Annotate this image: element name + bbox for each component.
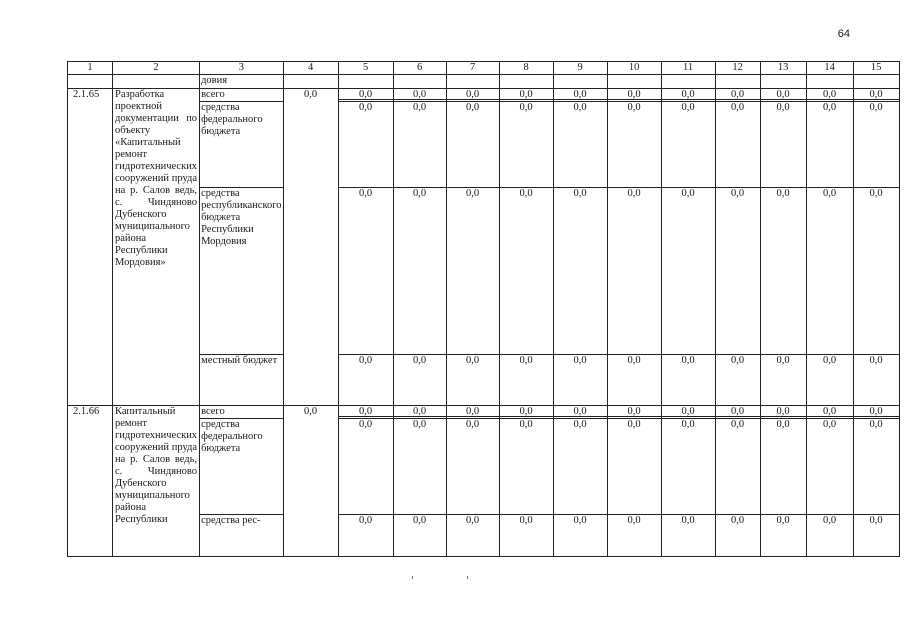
value-cell: 0,0	[806, 419, 853, 515]
value-cell: 0,0	[338, 355, 393, 406]
value-cell: 0,0	[499, 102, 553, 188]
value-cell: 0,0	[806, 406, 853, 419]
source-label: местный бюджет	[200, 355, 284, 406]
value-cell: 0,0	[607, 515, 661, 557]
value-cell: 0,0	[853, 406, 899, 419]
value-cell: 0,0	[661, 188, 715, 355]
column-header: 14	[806, 62, 853, 75]
value-cell: 0,0	[661, 102, 715, 188]
value-cell: 0,0	[446, 188, 499, 355]
value-cell: 0,0	[283, 89, 338, 406]
value-cell: 0,0	[338, 102, 393, 188]
column-header: 13	[760, 62, 806, 75]
value-cell: 0,0	[499, 515, 553, 557]
row-name: Разработка проектной документации по объекту «Капитальный ремонт гидротехнических сооружений пруда на р. Салов ведь, с. Чиндяново Дубенского муниципального района Республики Мордовия»	[113, 89, 200, 406]
column-header: 4	[283, 62, 338, 75]
value-cell: 0,0	[553, 515, 607, 557]
value-cell: 0,0	[393, 102, 446, 188]
row-code: 2.1.66	[68, 406, 113, 557]
column-header: 6	[393, 62, 446, 75]
value-cell: 0,0	[661, 419, 715, 515]
column-header: 7	[446, 62, 499, 75]
row-code: 2.1.65	[68, 89, 113, 406]
value-cell: 0,0	[853, 89, 899, 102]
value-cell: 0,0	[446, 419, 499, 515]
column-header: 15	[853, 62, 899, 75]
value-cell: 0,0	[760, 355, 806, 406]
value-cell: 0,0	[760, 89, 806, 102]
value-cell: 0,0	[553, 419, 607, 515]
source-label: средства республиканского бюджета Республики Мордовия	[200, 188, 284, 355]
value-cell: 0,0	[607, 102, 661, 188]
value-cell: 0,0	[715, 188, 760, 355]
value-cell: 0,0	[853, 419, 899, 515]
value-cell: 0,0	[446, 102, 499, 188]
column-header: 9	[553, 62, 607, 75]
source-label: всего	[200, 406, 284, 419]
value-cell: 0,0	[499, 188, 553, 355]
value-cell: 0,0	[553, 355, 607, 406]
value-cell: 0,0	[499, 419, 553, 515]
value-cell: 0,0	[553, 89, 607, 102]
value-cell: 0,0	[661, 406, 715, 419]
scan-mark	[412, 576, 413, 579]
value-cell: 0,0	[760, 188, 806, 355]
table-row	[68, 406, 900, 419]
value-cell: 0,0	[499, 89, 553, 102]
value-cell: 0,0	[393, 406, 446, 419]
value-cell: 0,0	[715, 102, 760, 188]
value-cell: 0,0	[661, 515, 715, 557]
source-label: всего	[200, 89, 284, 102]
page-number: 64	[837, 28, 850, 40]
value-cell: 0,0	[499, 355, 553, 406]
column-header: 10	[607, 62, 661, 75]
value-cell: 0,0	[446, 515, 499, 557]
value-cell: 0,0	[806, 188, 853, 355]
source-label: средства рес-	[200, 515, 284, 557]
value-cell: 0,0	[553, 406, 607, 419]
value-cell: 0,0	[661, 89, 715, 102]
value-cell: 0,0	[853, 188, 899, 355]
value-cell: 0,0	[338, 188, 393, 355]
value-cell: 0,0	[393, 188, 446, 355]
value-cell: 0,0	[338, 89, 393, 102]
value-cell: 0,0	[393, 89, 446, 102]
value-cell: 0,0	[853, 102, 899, 188]
value-cell: 0,0	[393, 515, 446, 557]
value-cell: 0,0	[446, 89, 499, 102]
value-cell: 0,0	[760, 515, 806, 557]
value-cell: 0,0	[806, 515, 853, 557]
header-row	[68, 62, 900, 75]
source-label: средства федерального бюджета	[200, 102, 284, 188]
column-header: 11	[661, 62, 715, 75]
value-cell: 0,0	[446, 406, 499, 419]
value-cell: 0,0	[283, 406, 338, 557]
value-cell: 0,0	[607, 89, 661, 102]
value-cell: 0,0	[338, 515, 393, 557]
column-header: 12	[715, 62, 760, 75]
value-cell: 0,0	[760, 419, 806, 515]
value-cell: 0,0	[760, 406, 806, 419]
value-cell: 0,0	[661, 355, 715, 406]
row-name: Капитальный ремонт гидротехнических сооружений пруда на р. Салов ведь, с. Чиндяново Дубенского муниципального района Республики	[113, 406, 200, 557]
column-header: 5	[338, 62, 393, 75]
value-cell: 0,0	[760, 102, 806, 188]
value-cell: 0,0	[338, 419, 393, 515]
value-cell: 0,0	[446, 355, 499, 406]
value-cell: 0,0	[715, 89, 760, 102]
scan-mark	[467, 576, 468, 579]
value-cell: 0,0	[853, 515, 899, 557]
value-cell: 0,0	[607, 406, 661, 419]
value-cell: 0,0	[393, 419, 446, 515]
value-cell: 0,0	[715, 406, 760, 419]
value-cell: 0,0	[553, 102, 607, 188]
value-cell: 0,0	[715, 515, 760, 557]
source-label: средства федерального бюджета	[200, 419, 284, 515]
value-cell: 0,0	[853, 355, 899, 406]
column-header: 2	[113, 62, 200, 75]
value-cell: 0,0	[806, 355, 853, 406]
column-header: 3	[200, 62, 284, 75]
value-cell: 0,0	[499, 406, 553, 419]
value-cell: 0,0	[607, 355, 661, 406]
column-header: 1	[68, 62, 113, 75]
value-cell: 0,0	[715, 355, 760, 406]
value-cell: 0,0	[393, 355, 446, 406]
value-cell: 0,0	[553, 188, 607, 355]
value-cell: 0,0	[806, 102, 853, 188]
value-cell: 0,0	[715, 419, 760, 515]
value-cell: 0,0	[607, 188, 661, 355]
value-cell: 0,0	[806, 89, 853, 102]
column-header: 8	[499, 62, 553, 75]
value-cell: 0,0	[338, 406, 393, 419]
continuation-row	[68, 75, 900, 89]
continuation-text: довия	[200, 75, 284, 89]
value-cell: 0,0	[607, 419, 661, 515]
budget-table	[67, 61, 900, 557]
table-row	[68, 89, 900, 102]
